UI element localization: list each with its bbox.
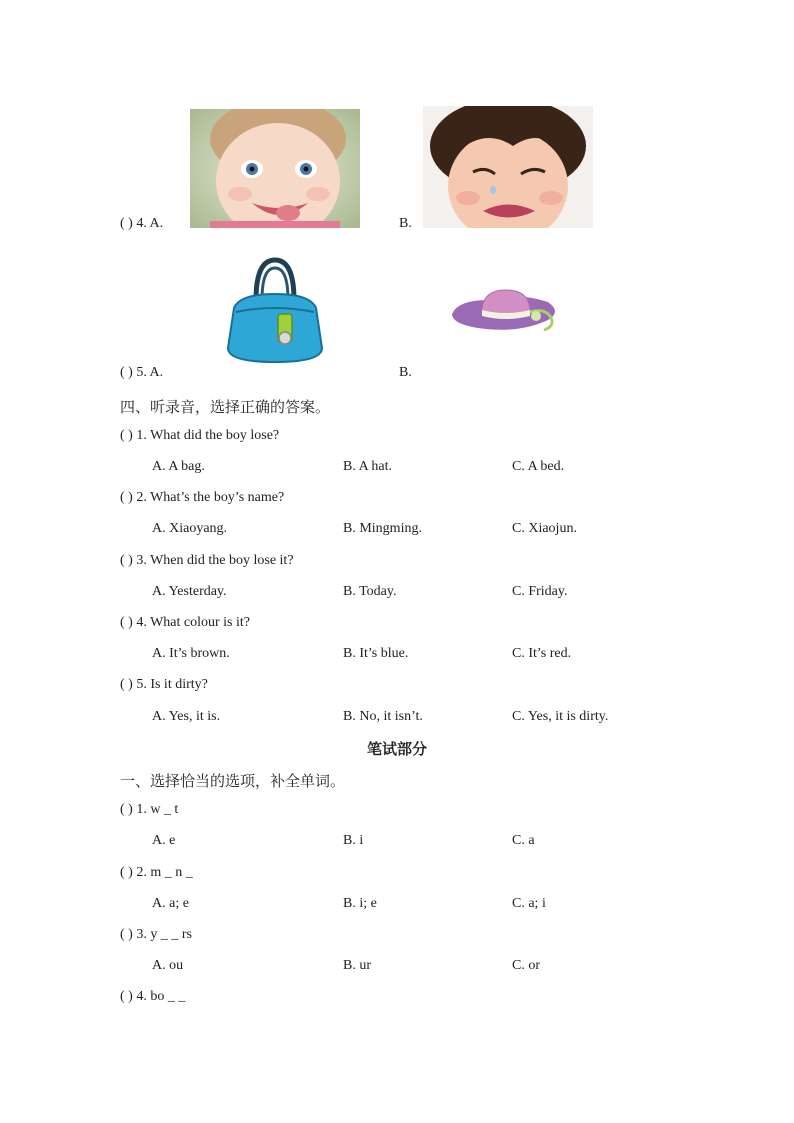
blue-bag-image — [226, 256, 324, 364]
picture-question-4-label: ( ) 4. A. — [120, 216, 164, 231]
listening-q4-option-a: A. It’s brown. — [152, 646, 230, 661]
written-question-3: ( ) 3. y _ _ rs — [120, 927, 192, 942]
listening-q5-option-c: C. Yes, it is dirty. — [512, 709, 609, 724]
listening-q2-option-c: C. Xiaojun. — [512, 521, 577, 536]
listening-question-3: ( ) 3. When did the boy lose it? — [120, 553, 294, 568]
written-q2-option-c: C. a; i — [512, 896, 546, 911]
written-q3-option-c: C. or — [512, 958, 540, 973]
written-q2-option-b: B. i; e — [343, 896, 377, 911]
listening-q2-option-b: B. Mingming. — [343, 521, 422, 536]
written-q2-option-a: A. a; e — [152, 896, 189, 911]
written-q3-option-b: B. ur — [343, 958, 371, 973]
written-q1-option-a: A. e — [152, 833, 176, 848]
happy-baby-image — [190, 109, 360, 228]
crying-baby-image — [423, 106, 593, 228]
written-q3-option-a: A. ou — [152, 958, 184, 973]
listening-q2-option-a: A. Xiaoyang. — [152, 521, 228, 536]
picture-question-4-option-b: B. — [399, 216, 412, 231]
picture-question-5-option-b: B. — [399, 365, 412, 380]
written-section-title: 笔试部分 — [366, 742, 427, 758]
listening-q4-option-b: B. It’s blue. — [343, 646, 409, 661]
written-question-4: ( ) 4. bo _ _ — [120, 989, 186, 1004]
listening-question-2: ( ) 2. What’s the boy’s name? — [120, 490, 285, 505]
listening-q1-option-c: C. A bed. — [512, 459, 565, 474]
listening-question-4: ( ) 4. What colour is it? — [120, 615, 250, 630]
listening-q5-option-b: B. No, it isn’t. — [343, 709, 423, 724]
listening-q3-option-c: C. Friday. — [512, 584, 568, 599]
written-question-2: ( ) 2. m _ n _ — [120, 865, 193, 880]
listening-q1-option-a: A. A bag. — [152, 459, 205, 474]
listening-question-5: ( ) 5. Is it dirty? — [120, 677, 208, 692]
written-question-1: ( ) 1. w _ t — [120, 802, 179, 817]
written-section-heading: 一、选择恰当的选项，补全单词。 — [120, 774, 346, 790]
listening-q5-option-a: A. Yes, it is. — [152, 709, 221, 724]
picture-question-5-label: ( ) 5. A. — [120, 365, 164, 380]
listening-section-heading: 四、听录音，选择正确的答案。 — [120, 400, 331, 416]
listening-question-1: ( ) 1. What did the boy lose? — [120, 428, 280, 443]
written-q1-option-b: B. i — [343, 833, 364, 848]
purple-hat-image — [448, 284, 566, 344]
listening-q4-option-c: C. It’s red. — [512, 646, 572, 661]
written-q1-option-c: C. a — [512, 833, 535, 848]
listening-q3-option-b: B. Today. — [343, 584, 397, 599]
listening-q1-option-b: B. A hat. — [343, 459, 393, 474]
listening-q3-option-a: A. Yesterday. — [152, 584, 227, 599]
